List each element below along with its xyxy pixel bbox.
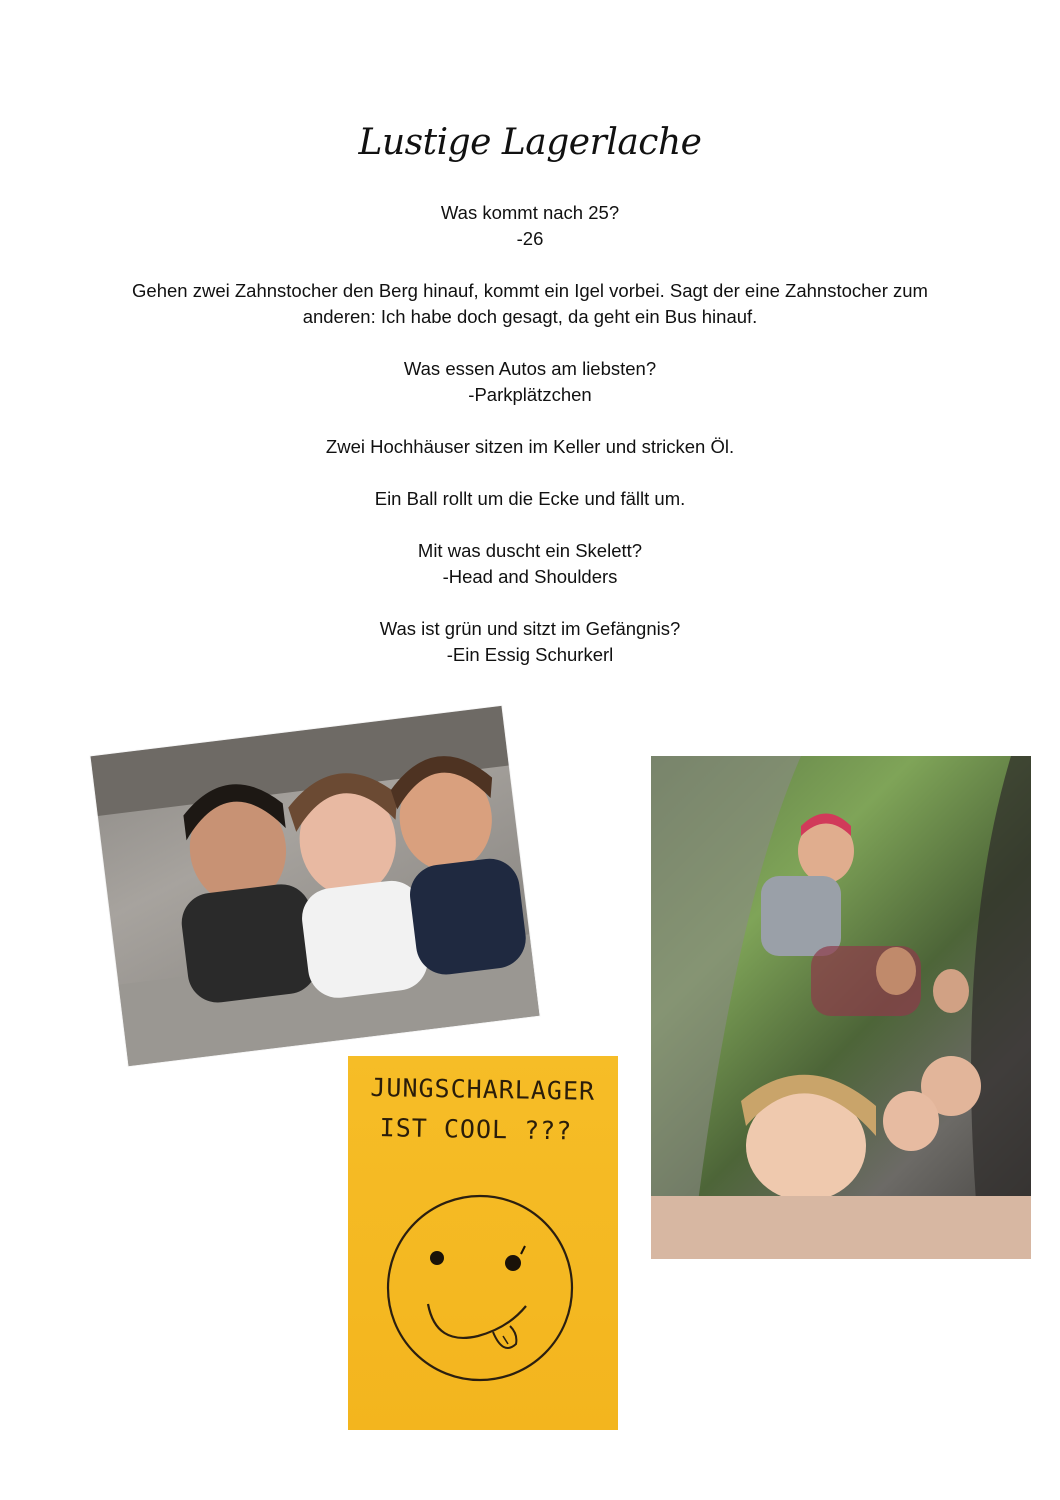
photo-gondola-illustration	[651, 756, 1031, 1259]
joke-item	[130, 486, 930, 512]
jokes-list	[130, 200, 930, 694]
joke-question: Was essen Autos am liebsten?	[403, 358, 657, 379]
smiley-drawing	[348, 1056, 618, 1430]
joke-item	[130, 434, 930, 460]
joke-text: Ein Ball rollt um die Ecke und fällt um.	[374, 488, 686, 509]
photo-three-girls	[91, 706, 540, 1066]
drawing-caption	[369, 1068, 610, 1152]
joke-question: Mit was duscht ein Skelett?	[417, 540, 643, 561]
photo-three-girls-illustration	[91, 706, 540, 1066]
joke-answer: -Parkplätzchen	[468, 384, 592, 405]
joke-question: Was kommt nach 25?	[440, 202, 620, 223]
joke-item	[130, 278, 930, 330]
joke-answer: -Ein Essig Schurkerl	[446, 644, 614, 665]
drawing-caption-line1: JUNGSCHARLAGER	[370, 1072, 596, 1106]
joke-text: Gehen zwei Zahnstocher den Berg hinauf, kommt ein Igel vorbei. Sagt der eine Zahnstocher zum anderen: Ich habe doch gesagt, da geht ein Bus hinauf.	[132, 280, 928, 327]
joke-answer: -Head and Shoulders	[442, 566, 618, 587]
drawing-caption-line2: IST COOL ???	[379, 1113, 573, 1146]
page-title: Lustige Lagerlache	[358, 122, 702, 163]
joke-item	[130, 356, 930, 408]
photo-gondola-selfie	[651, 756, 1031, 1259]
joke-text: Zwei Hochhäuser sitzen im Keller und stricken Öl.	[325, 436, 735, 457]
joke-item	[130, 616, 930, 668]
joke-item	[130, 538, 930, 590]
joke-item	[130, 200, 930, 252]
joke-question: Was ist grün und sitzt im Gefängnis?	[379, 618, 681, 639]
joke-answer: -26	[516, 228, 544, 249]
